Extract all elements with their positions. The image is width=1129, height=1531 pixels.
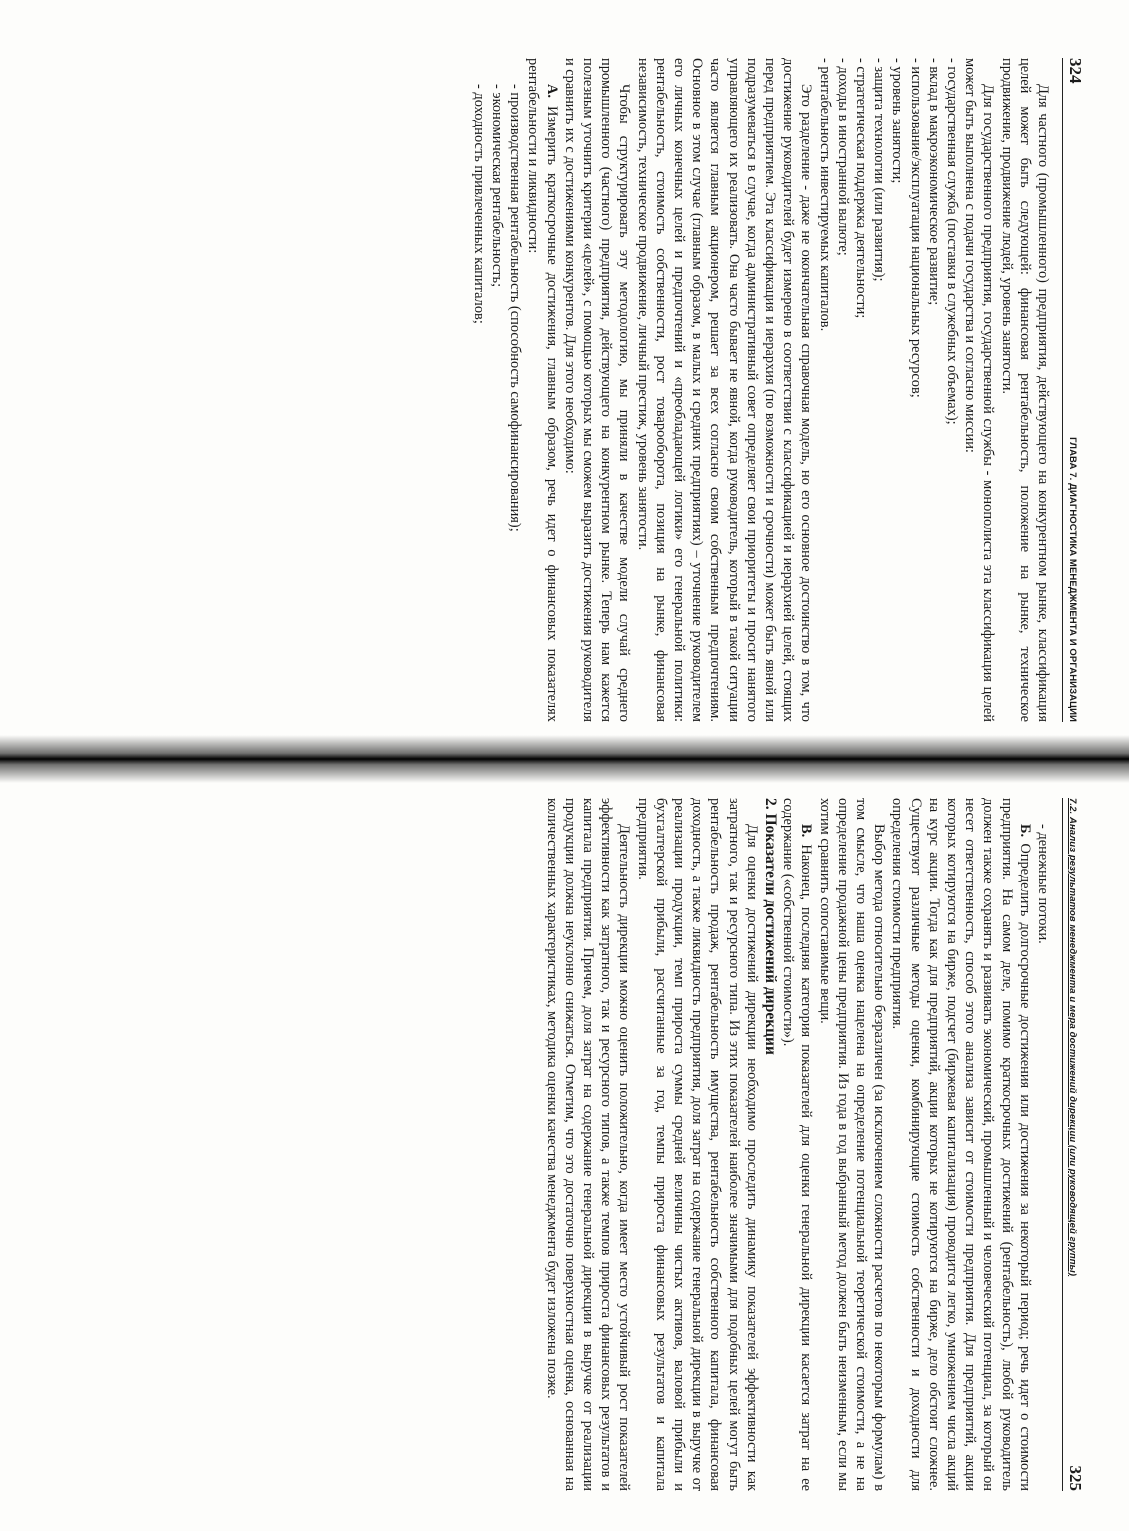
list-item (1034, 798, 1052, 1491)
paragraph-marker: В. (798, 824, 815, 838)
list-item (506, 58, 524, 722)
paragraph (542, 798, 633, 1491)
list-item (888, 58, 906, 722)
paragraph-marker: Б. (1016, 824, 1033, 838)
paragraph-text: - денежные потоки. (1035, 824, 1051, 944)
paragraph-marker: А. (543, 84, 560, 98)
section-heading: 2. Показатели достижений дирекции (761, 798, 779, 1055)
paragraph (633, 798, 760, 1491)
list-item (852, 58, 870, 722)
paragraph (997, 58, 1052, 722)
list-item (488, 58, 506, 722)
right-page (0, 770, 1129, 1531)
paragraph (961, 58, 997, 722)
paragraph-text: Наконец, последняя категория показателей для оценки генеральной дирекции касается затрат на ее содержание («собственной стоимости»). (780, 798, 815, 1491)
list-item (906, 58, 924, 722)
paragraph-text: - производственная рентабельность (способность самофинансирования); (507, 84, 524, 532)
left-page-body (470, 58, 1053, 722)
paragraph-text: - экономическая рентабельность; (488, 84, 505, 288)
paragraph-text: - защита технологии (или развития); (871, 58, 888, 282)
list-item (470, 58, 488, 722)
paragraph-text: Чтобы структурировать эту методологию, мы приняли в качестве модели случай среднего промышленного (частного) предприятия, действующего на конкурентном рынке. Теперь нам кажется полезным уточнить критерии «целей», с помощью которых мы сможем выразить достижения руководителя и сравнить их с достижениями конкурентов. Для этого необходимо: (561, 58, 633, 722)
list-item (943, 58, 961, 722)
paragraph-text: Для частного (промышленного) предприятия, действующего на конкурентном рынке, классификация целей может быть следующей: финансовая рентабельность, положение на рынке, техническое продвижение, продвижение людей, уровень занятости. (998, 58, 1051, 722)
list-item (925, 58, 943, 722)
right-running-title: 7.2. Анализ результатов менеджмента и мера достижений дирекции (или руководящей группы) (1067, 798, 1078, 1277)
paragraph (633, 58, 815, 722)
left-running-title: ГЛАВА 7. ДИАГНОСТИКА МЕНЕДЖМЕНТА И ОРГАНИЗАЦИИ (1067, 437, 1078, 722)
paragraph-text: - государственная служба (поставки в служебных объемах); (943, 58, 960, 425)
left-page (0, 0, 1129, 752)
paragraph-text: - использование/эксплуатация национальных ресурсов; (907, 58, 924, 398)
paragraph (815, 798, 888, 1491)
paragraph-text: Выбор метода относительно безразличен (за исключением сложности расчетов по некоторым формулам) в том смысле, что наша оценка нацелена на определение потенциальной теоретической стоимости, а не на определение продажной цены предприятия. Из года в год выбранный метод должен быть неизменным, если мы хотим сравнить сопоставимые вещи. (816, 798, 888, 1491)
list-item (870, 58, 888, 722)
paragraph (524, 58, 560, 722)
right-running-head (1062, 798, 1085, 1491)
paragraph-text: - доходы в иностранной валюте; (834, 58, 851, 256)
list-item (815, 58, 833, 722)
right-page-body (542, 798, 1052, 1491)
paragraph-text: - рентабельность инвестируемых капиталов. (816, 58, 833, 332)
paragraph-text: - стратегическая поддержка деятельности; (852, 58, 869, 319)
paragraph (779, 798, 815, 1491)
paragraph (888, 798, 1034, 1491)
paragraph-text: Для государственного предприятия, государственной службы - монополиста эта классификация целей может быть выполнена с подачи государства и согласно миссии: (962, 58, 997, 722)
paragraph-text: Это разделение - даже не окончательная справочная модель, но его основное достоинство в том, что достижение руководителей будет измерено в соответствии с классификацией и иерархией целей, стоящих перед предприятием. Эта классификация и иерархия (по возможности и срочности) может быть явной или подразумеваться в случае, когда административный совет определяет свои приоритеты и просит нанятого управляющего их реализовать. Она часто бывает не явной, когда руководитель, который в такой ситуации часто является главным акционером, решает за всех согласно своим собственным предпочтениям. Основное в этом случае (главным образом, в малых и средних предприятиях) – уточнение руководителем его личных конечных целей и предпочтений и «преобладающей логики» его генеральной политики: рентабельность, стоимость собственности, рост товарооборота, позиция на рынке, финансовая независимость, техническое продвижение, личный престиж, уровень занятости. (634, 58, 815, 722)
left-running-head (1062, 58, 1085, 722)
paragraph-text: - вклад в макроэкономическое развитие; (925, 58, 942, 306)
paragraph-text: Измерить краткосрочные достижения, главным образом, речь идет о финансовых показателях рентабельности и ликвидности: (525, 58, 560, 722)
paragraph (561, 58, 634, 722)
paragraph-text: Деятельность дирекции можно оценить положительно, когда имеет место устойчивый рост показателей эффективности как затратного, так и ресурсного типов, а также темпов прироста финансовых результатов и капитала предприятия. Причем, доля затрат на содержание генеральной дирекции в выручке от реализации продукции должна неуклонно снижаться. Отметим, что это достаточно поверхностная оценка, основанная на количественных характеристиках, методика оценки качества менеджмента будет изложена позже. (543, 798, 633, 1491)
list-item (834, 58, 852, 722)
left-page-number: 324 (1066, 58, 1085, 84)
paragraph-text: - уровень занятости; (889, 58, 906, 184)
paragraph-text: Для оценки достижений дирекции необходимо проследить динамику показателей эффективности как затратного, так и ресурсного типа. Из этих показателей наиболее значимыми для подобных целей могут быть рентабельность продаж, рентабельность имущества, рентабельность собственного капитала, финансовая доходность, а также ликвидность предприятия, доля затрат на содержание генеральной дирекции в выручке от реализации продукции, темп прироста суммы средней величины чистых активов, валовой прибыли и бухгалтерской прибыли, рассчитанные за год, темпы прироста финансовых результатов и капитала предприятия. (634, 798, 760, 1491)
paragraph-text: Определить долгосрочные достижения или достижения за некоторый период; речь идет о стоимости предприятия. На самом деле, помимо краткосрочных достижений (рентабельность), любой руководитель должен также сохранять и развивать экономический, промышленный и человеческий потенциал, за который он несет ответственность, способ этого анализа зависит от стоимости предприятия. Для предприятий, акции которых котируются на бирже, подсчет (биржевая капитализация) проводится легко, умножением числа акций на курс акции. Тогда как для предприятий, акции которых не котируются на бирже, дело обстоит сложнее. Существуют различные методы оценки, комбинирующие стоимость собственности и доходности для определения стоимости предприятия. (889, 798, 1033, 1491)
right-page-number: 325 (1066, 1465, 1085, 1491)
paragraph-text: - доходность привлеченных капиталов; (470, 84, 487, 324)
